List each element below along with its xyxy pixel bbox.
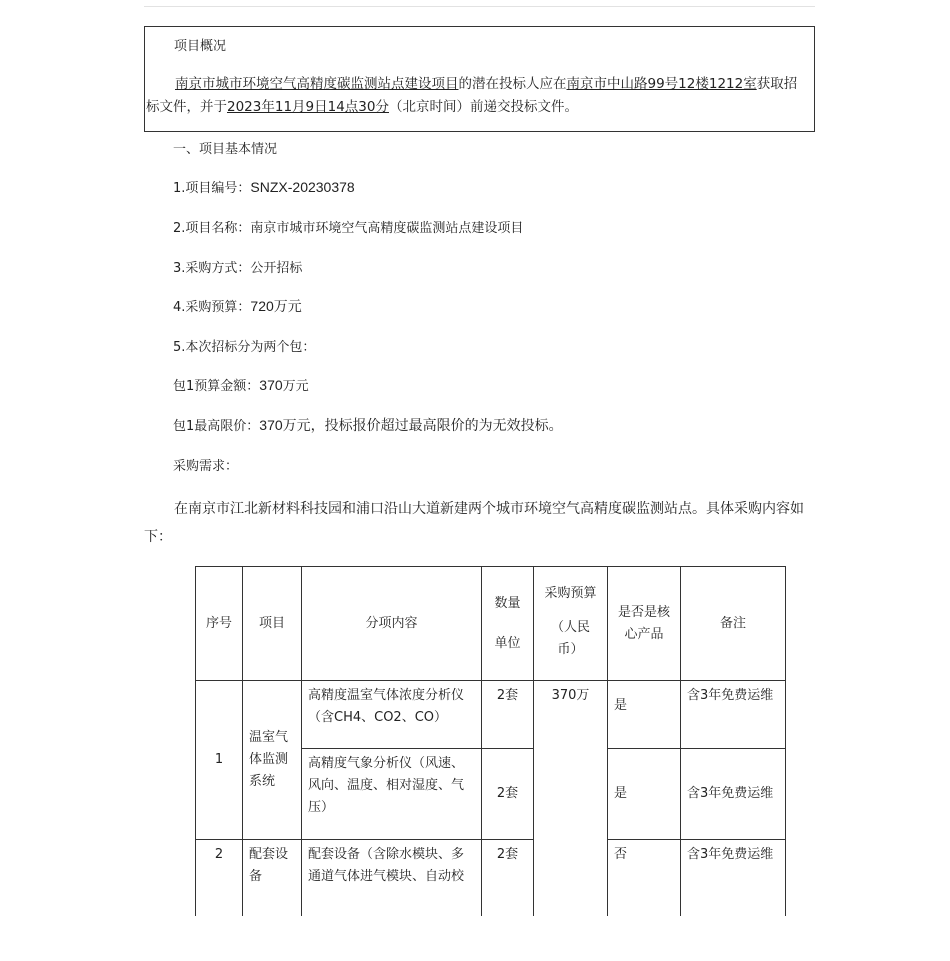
row2-remark: 含3年免费运维 — [681, 749, 786, 840]
overview-text-1: 的潜在投标人应在 — [458, 76, 567, 92]
package-budget-unit: 万元 — [282, 379, 309, 394]
row1-remark: 含3年免费运维 — [681, 681, 786, 749]
row1-item: 温室气体监测系统 — [243, 681, 302, 840]
header-quantity — [482, 567, 534, 681]
procurement-method: 3.采购方式：公开招标 — [173, 261, 303, 276]
row3-quantity: 2套 — [482, 840, 534, 930]
row3-item: 配套设备 — [243, 840, 302, 930]
overview-box — [144, 26, 815, 132]
header-quantity-line1: 数量 — [494, 595, 521, 611]
package-budget-value: 370 — [259, 377, 283, 393]
row2-content: 高精度气象分析仪（风速、风向、温度、相对湿度、气压） — [302, 749, 482, 840]
row1-content: 高精度温室气体浓度分析仪（含CH4、CO2、CO） — [302, 681, 482, 749]
overview-location: 南京市中山路99号12楼1212室 — [566, 76, 757, 92]
section-heading: 一、项目基本情况 — [173, 142, 278, 157]
header-item: 项目 — [243, 567, 302, 681]
top-divider — [144, 6, 815, 7]
row3-remark: 含3年免费运维 — [681, 840, 786, 930]
header-budget — [534, 567, 608, 681]
procurement-budget — [173, 296, 302, 316]
row2-quantity: 2套 — [482, 749, 534, 840]
header-seq: 序号 — [196, 567, 243, 681]
overview-project-name: 南京市城市环境空气高精度碳监测站点建设项目 — [175, 76, 459, 92]
project-number — [173, 177, 355, 196]
overview-deadline: 2023年11月9日14点30分 — [227, 99, 389, 115]
package-budget-label: 包1预算金额： — [173, 379, 260, 394]
row1-quantity: 2套 — [482, 681, 534, 749]
row1-budget: 370万 — [534, 681, 608, 930]
row3-core: 否 — [608, 840, 681, 930]
overview-title: 项目概况 — [174, 39, 227, 54]
row3-seq: 2 — [196, 840, 243, 930]
package-max-price — [173, 415, 563, 435]
project-number-label: 1.项目编号： — [173, 181, 251, 196]
overview-text-3: （北京时间）前递交投标文件。 — [388, 99, 578, 115]
header-remark: 备注 — [681, 567, 786, 681]
header-core: 是否是核心产品 — [608, 567, 681, 681]
project-number-value: SNZX-20230378 — [250, 179, 355, 195]
row3-content: 配套设备（含除水模块、多通道气体进气模块、自动校 — [302, 840, 482, 930]
page-bottom-mask — [0, 916, 950, 961]
table-header-row — [196, 567, 786, 681]
procurement-needs-label: 采购需求： — [173, 459, 239, 474]
project-name: 2.项目名称：南京市城市环境空气高精度碳监测站点建设项目 — [173, 221, 524, 236]
table-row — [196, 681, 786, 749]
package-max-price-label: 包1最高限价： — [173, 419, 260, 434]
overview-text-2: 获取招标文件，并于 — [146, 76, 798, 115]
header-content: 分项内容 — [302, 567, 482, 681]
package-max-price-value: 370万元，投标报价超过最高限价的为无效投标。 — [259, 417, 563, 433]
package-count: 5.本次招标分为两个包： — [173, 340, 316, 355]
procurement-budget-label: 4.采购预算： — [173, 300, 251, 315]
procurement-needs-text: 在南京市江北新材料科技园和浦口沿山大道新建两个城市环境空气高精度碳监测站点。具体采购内容如下： — [144, 501, 804, 545]
row2-core: 是 — [608, 749, 681, 840]
overview-paragraph — [145, 73, 808, 119]
header-budget-line2: （人民币） — [550, 620, 590, 657]
package-budget — [173, 375, 309, 394]
header-quantity-line2: 单位 — [494, 635, 521, 651]
procurement-budget-value: 720万元 — [250, 298, 302, 314]
requirements-table — [195, 566, 786, 930]
row1-seq: 1 — [196, 681, 243, 840]
row1-core: 是 — [608, 681, 681, 749]
header-budget-line1: 采购预算 — [544, 586, 597, 601]
